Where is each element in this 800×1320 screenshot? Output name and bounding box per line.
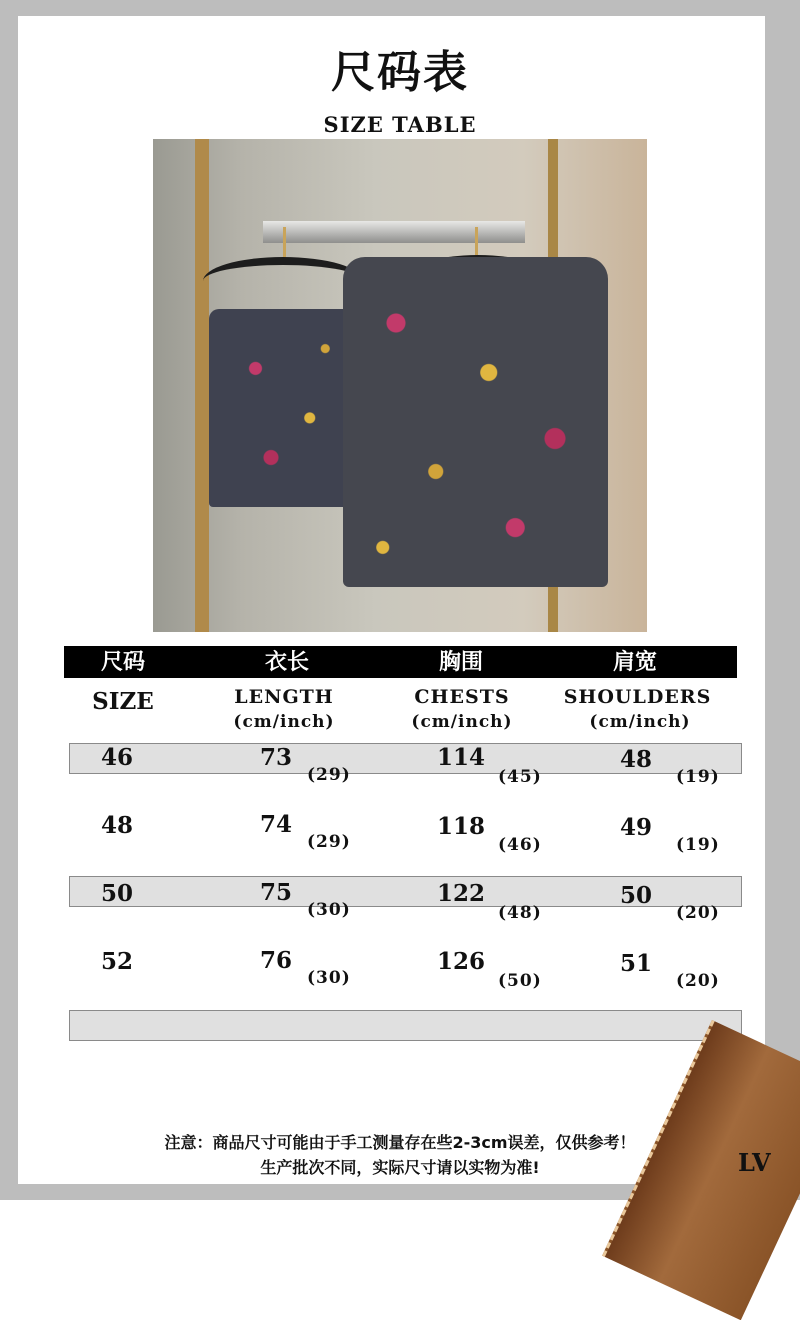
header-chest-cn: 胸围 (438, 650, 483, 675)
cell-chest-inch: (48) (498, 903, 542, 923)
cell-size: 46 (101, 744, 134, 771)
header-chest-unit: (cm/inch) (411, 712, 513, 732)
cell-shoulder: 49 (620, 814, 653, 841)
page-subtitle: SIZE TABLE (323, 112, 477, 137)
cell-chest: 122 (437, 880, 486, 907)
brand-logo-icon: LV (738, 1148, 771, 1177)
cell-length-inch: (29) (307, 832, 351, 852)
cell-shoulder: 50 (620, 882, 653, 909)
page-title: 尺码表 (331, 47, 469, 98)
cell-chest-inch: (50) (498, 971, 542, 991)
cell-length: 74 (260, 811, 293, 838)
row-band-empty (69, 1010, 742, 1041)
cell-length-inch: (30) (307, 968, 351, 988)
hanging-rail (263, 221, 525, 243)
header-length-en: LENGTH (234, 686, 334, 708)
header-length-cn: 衣长 (264, 650, 309, 675)
cell-length: 76 (260, 947, 293, 974)
cell-length: 75 (260, 879, 293, 906)
printed-shirt (343, 257, 608, 587)
header-shoulder-cn: 肩宽 (612, 650, 657, 675)
cell-shoulder: 48 (620, 746, 653, 773)
cell-chest-inch: (45) (498, 767, 542, 787)
header-size-en: SIZE (92, 688, 154, 715)
cell-length-inch: (29) (307, 765, 351, 785)
cell-shoulder: 51 (620, 950, 653, 977)
header-size-cn: 尺码 (100, 650, 145, 675)
printed-shorts (209, 309, 364, 507)
header-chest-en: CHESTS (414, 686, 510, 708)
cell-shoulder-inch: (20) (676, 971, 720, 991)
cell-shoulder-inch: (19) (676, 835, 720, 855)
rack-post-left (195, 139, 209, 632)
product-photo (153, 139, 647, 632)
cell-chest: 126 (437, 948, 486, 975)
cell-chest-inch: (46) (498, 835, 542, 855)
hanger-hook-icon (283, 227, 286, 257)
cell-size: 50 (101, 880, 134, 907)
note-line-1: 注意：商品尺寸可能由于手工测量存在些2-3cm误差，仅供参考！ (164, 1133, 636, 1152)
cell-size: 48 (101, 812, 134, 839)
hanger-hook-icon (475, 227, 478, 257)
cell-size: 52 (101, 948, 134, 975)
hanger-icon (203, 257, 363, 305)
cell-chest: 118 (437, 813, 486, 840)
header-shoulder-unit: (cm/inch) (589, 712, 691, 732)
cell-length-inch: (30) (307, 900, 351, 920)
note-line-2: 生产批次不同，实际尺寸请以实物为准! (260, 1158, 540, 1177)
header-shoulder-en: SHOULDERS (563, 686, 712, 708)
cell-shoulder-inch: (20) (676, 903, 720, 923)
header-length-unit: (cm/inch) (233, 712, 335, 732)
cell-shoulder-inch: (19) (676, 767, 720, 787)
cell-length: 73 (260, 744, 293, 771)
cell-chest: 114 (437, 744, 486, 771)
